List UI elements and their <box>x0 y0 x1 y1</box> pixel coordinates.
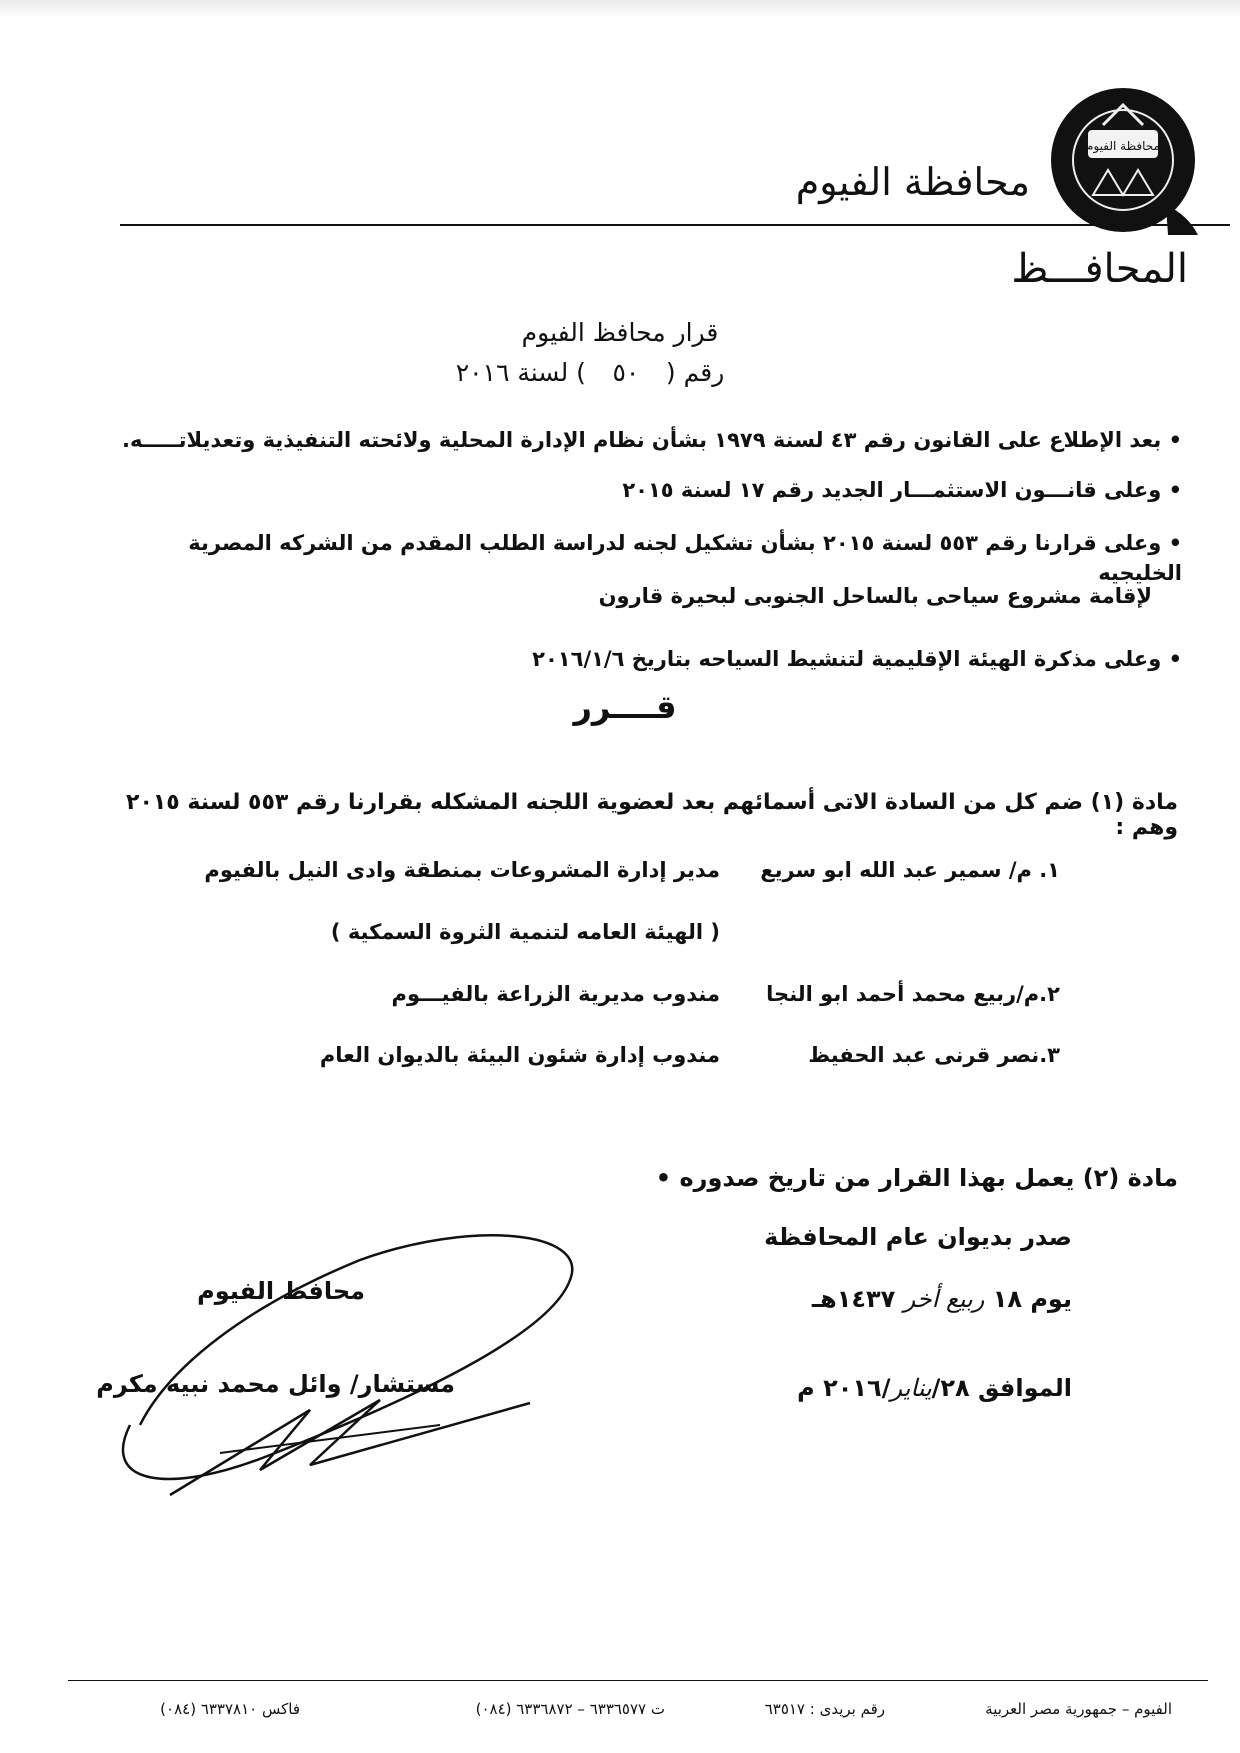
governorate-seal-icon <box>1048 85 1198 235</box>
preamble-item: • وعلى قانـــون الاستثمـــار الجديد رقم ١٧ لسنة ٢٠١٥ <box>622 478 1182 502</box>
member-role-line2: ( الهيئة العامه لتنمية الثروة السمكية ) <box>330 920 720 944</box>
decree-number-prefix: رقم ( <box>665 358 725 387</box>
gregorian-date-suffix: /٢٠١٦ م <box>797 1374 891 1402</box>
decree-title: قرار محافظ الفيوم <box>521 318 719 347</box>
article-1: مادة (١) ضم كل من السادة الاتى أسمائهم بعد لعضوية اللجنه المشكله بقرارنا رقم ٥٥٣ لسنة ٢٠١٥ وهم : <box>126 790 1178 840</box>
member-name: ٣.نصر قرنى عبد الحفيظ <box>808 1043 1060 1067</box>
hijri-date <box>812 1285 1072 1313</box>
gregorian-month-handwritten: يناير <box>890 1374 932 1402</box>
scan-edge-shadow <box>0 0 1240 18</box>
footer-phone: ت ٦٣٣٦٥٧٧ – ٦٣٣٦٨٧٢ (٠٨٤) <box>475 1700 665 1718</box>
hijri-date-prefix: يوم ١٨ <box>992 1285 1072 1313</box>
decree-number-line <box>0 358 1210 387</box>
hijri-month-handwritten: ربيع أخر <box>903 1285 985 1313</box>
article-2: مادة (٢) يعمل بهذا القرار من تاريخ صدوره • <box>655 1164 1178 1192</box>
gregorian-date <box>797 1374 1072 1402</box>
decree-number: ٥٠ <box>612 358 640 387</box>
footer-fax: فاكس ٦٣٣٧٨١٠ (٠٨٤) <box>160 1700 300 1718</box>
issued-at: صدر بديوان عام المحافظة <box>764 1223 1072 1251</box>
organization-name: محافظة الفيوم <box>795 160 1030 204</box>
signatory-title: محافظ الفيوم <box>197 1277 365 1305</box>
handwritten-signature-icon <box>110 1225 590 1515</box>
gregorian-date-prefix: الموافق ٢٨/ <box>931 1374 1072 1402</box>
member-role: مندوب إدارة شئون البيئة بالديوان العام <box>319 1043 720 1067</box>
member-name: ٢.م/ربيع محمد أحمد ابو النجا <box>766 982 1060 1006</box>
decree-number-suffix: ) لسنة ٢٠١٦ <box>455 358 586 387</box>
seal-text: محافظة الفيوم <box>1086 139 1160 153</box>
hijri-date-suffix: ١٤٣٧هـ <box>811 1285 896 1313</box>
footer-address: الفيوم – جمهورية مصر العربية <box>985 1700 1172 1718</box>
member-role: مندوب مديرية الزراعة بالفيـــوم <box>391 982 720 1006</box>
preamble-item: • بعد الإطلاع على القانون رقم ٤٣ لسنة ١٩٧٩ بشأن نظام الإدارة المحلية ولائحته التنفيذية وتعديلاتـــــه. <box>122 428 1182 452</box>
preamble-item-continuation: لإقامة مشروع سياحى بالساحل الجنوبى لبحيرة قارون <box>598 584 1152 608</box>
member-name: ١. م/ سمير عبد الله ابو سريع <box>760 858 1060 882</box>
preamble-item: • وعلى مذكرة الهيئة الإقليمية لتنشيط السياحه بتاريخ ٢٠١٦/١/٦ <box>532 647 1182 671</box>
decree-word: قــــرر <box>573 688 677 726</box>
footer-divider <box>68 1680 1208 1681</box>
member-role: مدير إدارة المشروعات بمنطقة وادى النيل بالفيوم <box>204 858 720 882</box>
footer-postal-code: رقم بريدى : ٦٣٥١٧ <box>764 1700 885 1718</box>
signatory-name: مستشار/ وائل محمد نبيه مكرم <box>96 1370 455 1398</box>
preamble-item: • وعلى قرارنا رقم ٥٥٣ لسنة ٢٠١٥ بشأن تشكيل لجنه لدراسة الطلب المقدم من الشركه المصرية الخليجيه <box>188 531 1182 585</box>
header-divider <box>120 224 1230 226</box>
office-title: المحافـــظ <box>1011 246 1188 292</box>
